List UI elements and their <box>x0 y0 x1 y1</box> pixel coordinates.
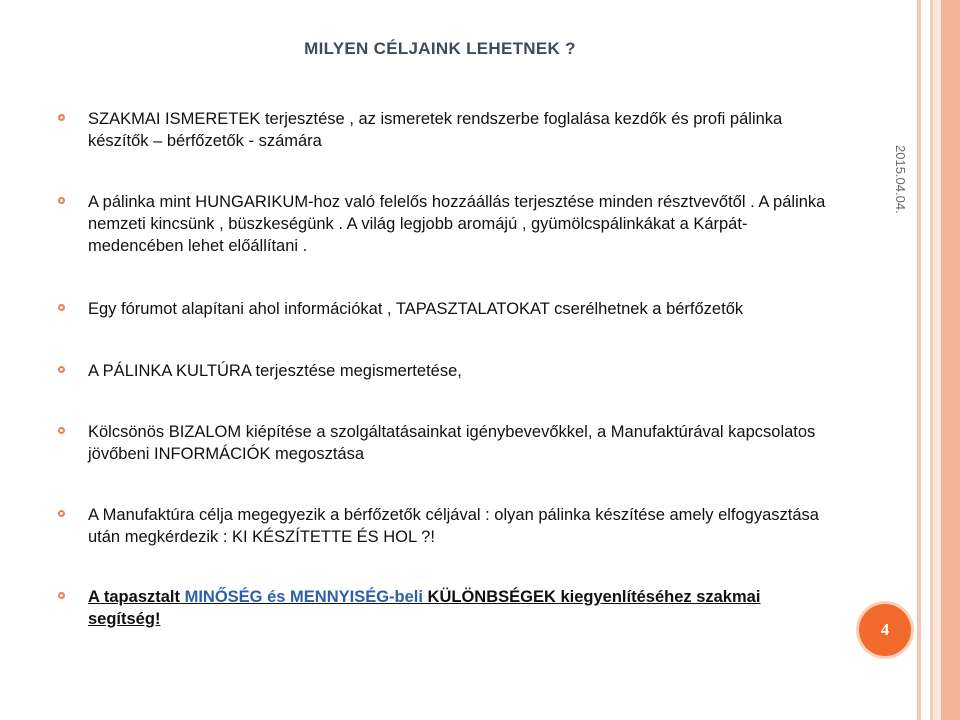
list-item <box>58 360 828 382</box>
list-item <box>58 298 828 320</box>
bullet-circle-icon <box>58 510 65 517</box>
bullet-text-part: KÜLÖNBSÉGEK kiegyenlítéséhez szakmai segítség! <box>88 588 761 628</box>
page-number-badge: 4 <box>856 601 914 659</box>
bullet-circle-icon <box>58 114 65 121</box>
list-item <box>58 421 828 465</box>
decorative-stripes <box>917 0 960 720</box>
bullet-text-highlight: MINŐSÉG és MENNYISÉG-beli <box>184 588 428 606</box>
list-item <box>58 108 828 152</box>
bullet-text-part: A tapasztalt <box>88 588 185 606</box>
bullet-text: A pálinka mint HUNGARIKUM-hoz való felelős hozzáállás terjesztése minden résztvevőtől . A pálinka nemzeti kincsünk , büszkeségünk . A világ legjobb aromájú , gyümölcspálinkákat a Kárpát-medencében lehet előállítani . <box>88 193 826 255</box>
bullet-circle-icon <box>58 427 65 434</box>
bullet-circle-icon <box>58 366 65 373</box>
bullet-text: Kölcsönös BIZALOM kiépítése a szolgáltatásainkat igénybevevőkkel, a Manufaktúrával kapcsolatos jövőbeni INFORMÁCIÓK megosztása <box>88 423 816 463</box>
slide-title: MILYEN CÉLJAINK LEHETNEK ? <box>304 39 576 58</box>
list-item <box>58 504 828 548</box>
bullet-circle-icon <box>58 592 65 599</box>
slide-date: 2015.04.04. <box>893 145 908 214</box>
bullet-text: Egy fórumot alapítani ahol információkat , TAPASZTALATOKAT cserélhetnek a bérfőzetők <box>88 300 744 318</box>
bullet-text: SZAKMAI ISMERETEK terjesztése , az ismeretek rendszerbe foglalása kezdők és profi pálinka készítők – bérfőzetők - számára <box>88 110 783 150</box>
list-item <box>58 586 828 630</box>
bullet-text-emphasis <box>88 586 828 630</box>
bullet-circle-icon <box>58 304 65 311</box>
bullet-circle-icon <box>58 197 65 204</box>
list-item <box>58 191 828 257</box>
bullet-text: A Manufaktúra célja megegyezik a bérfőzetők céljával : olyan pálinka készítése amely elfogyasztása után megkérdezik : KI KÉSZÍTETTE ÉS HOL ?! <box>88 506 819 546</box>
bullet-text: A PÁLINKA KULTÚRA terjesztése megismertetése, <box>88 362 462 380</box>
